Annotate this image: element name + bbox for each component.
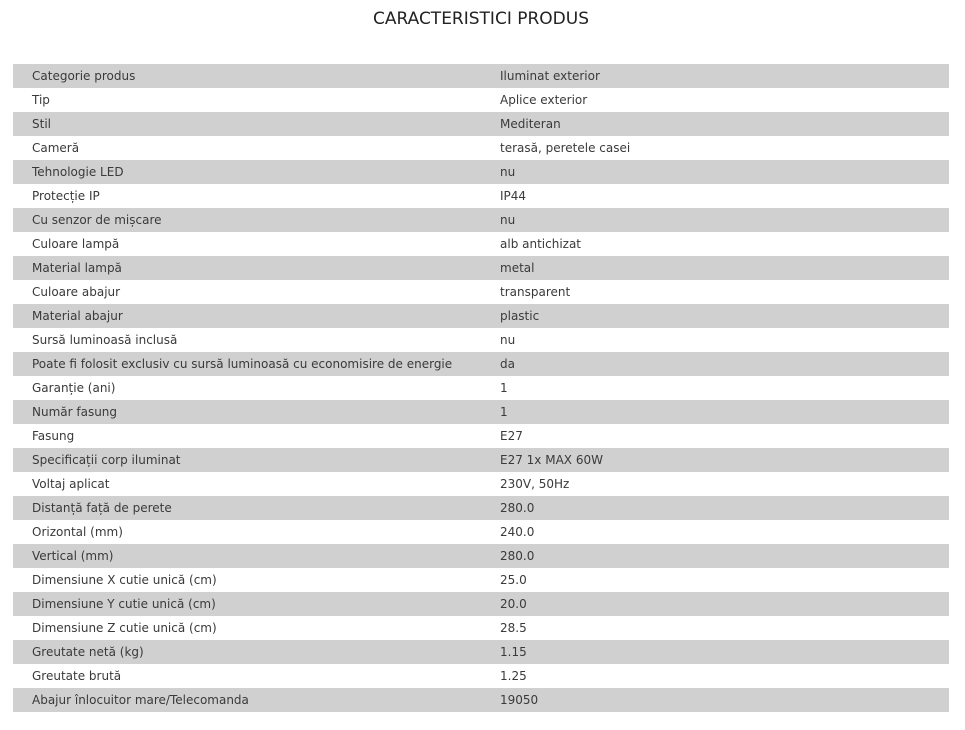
spec-label: Material abajur bbox=[32, 309, 123, 323]
spec-row bbox=[13, 88, 949, 112]
spec-row bbox=[13, 280, 949, 304]
spec-row bbox=[13, 352, 949, 376]
spec-label: Cu senzor de mișcare bbox=[32, 213, 162, 227]
spec-label: Stil bbox=[32, 117, 51, 131]
spec-label: Greutate netă (kg) bbox=[32, 645, 144, 659]
spec-row bbox=[13, 472, 949, 496]
spec-label: Vertical (mm) bbox=[32, 549, 114, 563]
spec-row bbox=[13, 184, 949, 208]
spec-row bbox=[13, 544, 949, 568]
spec-row bbox=[13, 160, 949, 184]
spec-row bbox=[13, 304, 949, 328]
spec-value: 19050 bbox=[500, 693, 539, 707]
spec-value: Aplice exterior bbox=[500, 93, 588, 107]
spec-label: Orizontal (mm) bbox=[32, 525, 123, 539]
page-title: CARACTERISTICI PRODUS bbox=[372, 9, 590, 29]
specifications-table bbox=[13, 64, 949, 712]
spec-row bbox=[13, 496, 949, 520]
spec-value: 1 bbox=[500, 405, 508, 419]
spec-label: Material lampă bbox=[32, 261, 122, 275]
spec-value: 280.0 bbox=[500, 501, 535, 515]
spec-row bbox=[13, 376, 949, 400]
spec-label: Garanție (ani) bbox=[32, 381, 116, 395]
spec-value: alb antichizat bbox=[500, 237, 582, 251]
spec-row bbox=[13, 520, 949, 544]
spec-label: Dimensiune Z cutie unică (cm) bbox=[32, 621, 217, 635]
spec-label: Voltaj aplicat bbox=[32, 477, 110, 491]
spec-row bbox=[13, 112, 949, 136]
spec-row bbox=[13, 592, 949, 616]
spec-value: IP44 bbox=[500, 189, 527, 203]
spec-value: metal bbox=[500, 261, 535, 275]
spec-label: Poate fi folosit exclusiv cu sursă luminoasă cu economisire de energie bbox=[32, 357, 453, 371]
spec-row bbox=[13, 208, 949, 232]
spec-value: 1.15 bbox=[500, 645, 527, 659]
spec-label: Număr fasung bbox=[32, 405, 118, 419]
spec-value: 28.5 bbox=[500, 621, 527, 635]
spec-label: Tehnologie LED bbox=[32, 165, 124, 179]
spec-value: Mediteran bbox=[500, 117, 561, 131]
spec-row bbox=[13, 688, 949, 712]
spec-value: 230V, 50Hz bbox=[500, 477, 570, 491]
spec-value: nu bbox=[500, 333, 516, 347]
spec-row bbox=[13, 232, 949, 256]
spec-row bbox=[13, 664, 949, 688]
spec-value: nu bbox=[500, 165, 516, 179]
spec-row bbox=[13, 448, 949, 472]
spec-label: Abajur înlocuitor mare/Telecomanda bbox=[32, 693, 249, 707]
spec-label: Dimensiune Y cutie unică (cm) bbox=[32, 597, 216, 611]
spec-value: 1 bbox=[500, 381, 508, 395]
spec-row bbox=[13, 136, 949, 160]
spec-value: 1.25 bbox=[500, 669, 527, 683]
spec-row bbox=[13, 328, 949, 352]
spec-label: Culoare lampă bbox=[32, 237, 120, 251]
spec-label: Categorie produs bbox=[32, 69, 136, 83]
spec-label: Fasung bbox=[32, 429, 75, 443]
spec-value: transparent bbox=[500, 285, 571, 299]
spec-label: Distanță față de perete bbox=[32, 501, 172, 515]
spec-value: E27 1x MAX 60W bbox=[500, 453, 603, 467]
spec-value: terasă, peretele casei bbox=[500, 141, 631, 155]
spec-label: Greutate brută bbox=[32, 669, 122, 683]
spec-value: 25.0 bbox=[500, 573, 527, 587]
specifications-table-body bbox=[13, 64, 949, 712]
spec-value: nu bbox=[500, 213, 516, 227]
spec-label: Culoare abajur bbox=[32, 285, 121, 299]
spec-value: Iluminat exterior bbox=[500, 69, 600, 83]
spec-label: Tip bbox=[32, 93, 50, 107]
spec-value: 20.0 bbox=[500, 597, 527, 611]
spec-value: 240.0 bbox=[500, 525, 535, 539]
spec-row bbox=[13, 616, 949, 640]
spec-row bbox=[13, 424, 949, 448]
spec-row bbox=[13, 640, 949, 664]
spec-label: Sursă luminoasă inclusă bbox=[32, 333, 178, 347]
spec-label: Dimensiune X cutie unică (cm) bbox=[32, 573, 217, 587]
spec-value: da bbox=[500, 357, 515, 371]
spec-row bbox=[13, 256, 949, 280]
spec-row bbox=[13, 400, 949, 424]
spec-label: Protecție IP bbox=[32, 189, 100, 203]
spec-value: 280.0 bbox=[500, 549, 535, 563]
spec-row bbox=[13, 568, 949, 592]
spec-label: Cameră bbox=[32, 141, 80, 155]
spec-row bbox=[13, 64, 949, 88]
spec-value: E27 bbox=[500, 429, 523, 443]
spec-value: plastic bbox=[500, 309, 540, 323]
spec-label: Specificații corp iluminat bbox=[32, 453, 181, 467]
